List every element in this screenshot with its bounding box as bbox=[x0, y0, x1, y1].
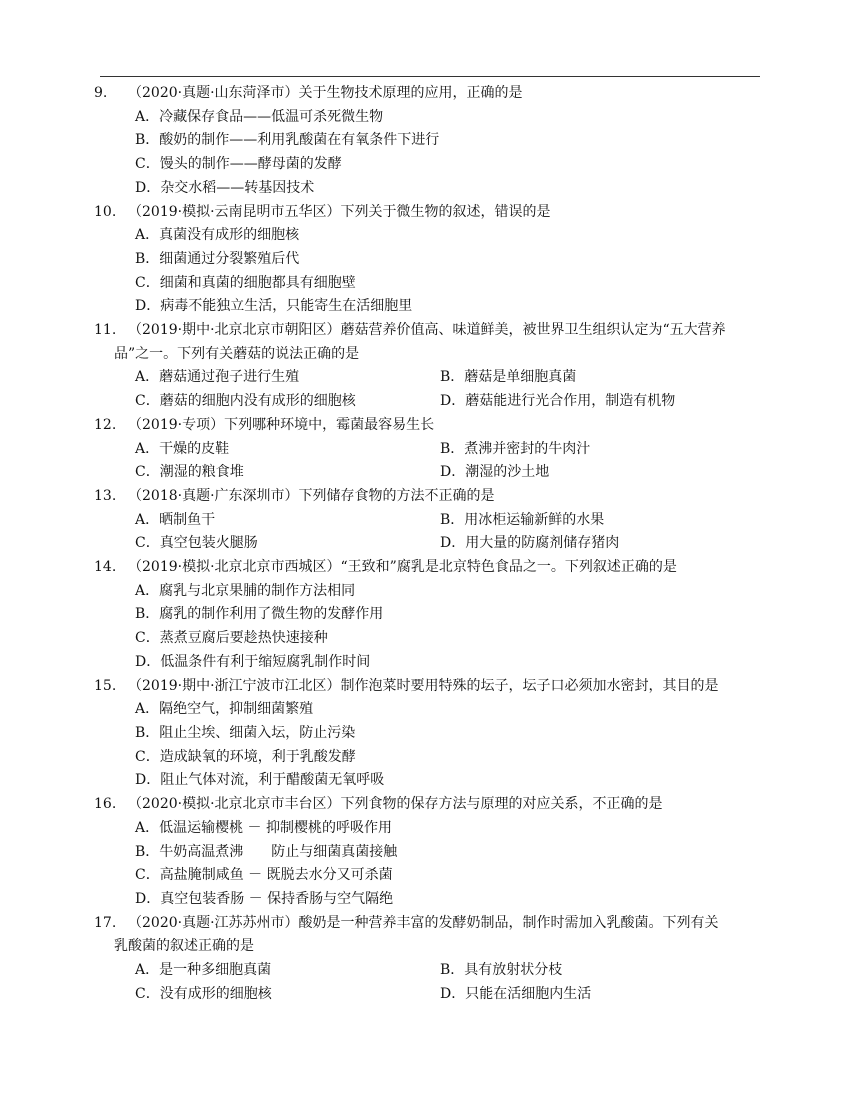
question-stem bbox=[0, 201, 860, 225]
option-a: A．干燥的皮鞋 bbox=[135, 440, 230, 457]
option-b: B．煮沸并密封的牛肉汁 bbox=[440, 440, 591, 457]
option-b: B．酸奶的制作——利用乳酸菌在有氧条件下进行 bbox=[135, 132, 440, 149]
question-text: （2018·真题·广东深圳市）下列储存食物的方法不正确的是 bbox=[128, 487, 495, 504]
option-c: C．造成缺氧的环境，利于乳酸发酵 bbox=[135, 748, 356, 765]
option-d: D．用大量的防腐剂储存猪肉 bbox=[440, 535, 620, 552]
question-11 bbox=[0, 319, 860, 414]
question-list bbox=[0, 82, 860, 1006]
option-d: D．真空包装香肠 － 保持香肠与空气隔绝 bbox=[135, 890, 394, 907]
question-text: （2020·模拟·北京北京市丰台区）下列食物的保存方法与原理的对应关系，不正确的是 bbox=[128, 796, 663, 813]
option-b: B．阻止尘埃、细菌入坛，防止污染 bbox=[135, 724, 356, 741]
option-d: D．杂交水稻——转基因技术 bbox=[135, 179, 315, 196]
question-12 bbox=[0, 414, 860, 485]
question-9 bbox=[0, 82, 860, 201]
option-a: A．蘑菇通过孢子进行生殖 bbox=[135, 369, 300, 386]
option-a: A．是一种多细胞真菌 bbox=[135, 962, 272, 979]
question-10 bbox=[0, 201, 860, 320]
option-list bbox=[0, 509, 860, 556]
option-d: D．潮湿的沙土地 bbox=[440, 464, 550, 481]
option-d: D．只能在活细胞内生活 bbox=[440, 985, 592, 1002]
question-number: 13. bbox=[94, 487, 117, 504]
question-text: （2020·真题·山东菏泽市）关于生物技术原理的应用，正确的是 bbox=[128, 85, 523, 101]
option-b: B．牛奶高温煮沸 防止与细菌真菌接触 bbox=[135, 843, 398, 860]
question-stem bbox=[0, 793, 860, 817]
option-b: B．用冰柜运输新鲜的水果 bbox=[440, 511, 605, 528]
option-a: A．腐乳与北京果脯的制作方法相同 bbox=[135, 582, 356, 599]
option-list bbox=[0, 698, 860, 793]
option-b: B．腐乳的制作利用了微生物的发酵作用 bbox=[135, 606, 384, 623]
option-d: D．蘑菇能进行光合作用，制造有机物 bbox=[440, 393, 676, 410]
question-text: （2020·真题·江苏苏州市）酸奶是一种营养丰富的发酵奶制品，制作时需加入乳酸菌。下列有关 bbox=[128, 914, 719, 931]
question-14 bbox=[0, 556, 860, 675]
option-d: D．病毒不能独立生活，只能寄生在活细胞里 bbox=[135, 298, 413, 315]
question-stem bbox=[0, 485, 860, 509]
option-c: C．馒头的制作——酵母菌的发酵 bbox=[135, 156, 342, 173]
question-number: 15. bbox=[94, 677, 117, 694]
question-stem bbox=[0, 414, 860, 438]
question-stem bbox=[0, 912, 860, 936]
option-a: A．冷藏保存食品——低温可杀死微生物 bbox=[135, 108, 384, 125]
question-text: 品”之一。下列有关蘑菇的说法正确的是 bbox=[114, 345, 360, 362]
option-c: C．高盐腌制咸鱼 － 既脱去水分又可杀菌 bbox=[135, 867, 393, 884]
option-d: D．低温条件有利于缩短腐乳制作时间 bbox=[135, 653, 371, 670]
question-text: （2019·专项）下列哪种环境中，霉菌最容易生长 bbox=[128, 416, 435, 433]
option-list bbox=[0, 580, 860, 675]
option-list bbox=[0, 224, 860, 319]
question-number: 9. bbox=[94, 85, 108, 101]
option-a: A．低温运输樱桃 － 抑制樱桃的呼吸作用 bbox=[135, 819, 393, 836]
option-c: C．蘑菇的细胞内没有成形的细胞核 bbox=[135, 393, 356, 410]
option-list bbox=[0, 366, 860, 413]
option-b: B．细菌通过分裂繁殖后代 bbox=[135, 250, 300, 267]
question-stem bbox=[0, 319, 860, 343]
option-b: B．蘑菇是单细胞真菌 bbox=[440, 369, 577, 386]
question-number: 17. bbox=[94, 914, 117, 931]
question-number: 11. bbox=[94, 322, 117, 339]
option-c: C．真空包装火腿肠 bbox=[135, 535, 258, 552]
option-list bbox=[0, 817, 860, 912]
option-b: B．具有放射状分枝 bbox=[440, 962, 563, 979]
option-a: A．晒制鱼干 bbox=[135, 511, 216, 528]
option-c: C．潮湿的粮食堆 bbox=[135, 464, 244, 481]
question-stem-continued bbox=[0, 935, 860, 959]
question-13 bbox=[0, 485, 860, 556]
option-list bbox=[0, 106, 860, 201]
question-stem-continued bbox=[0, 343, 860, 367]
option-list bbox=[0, 959, 860, 1006]
header-rule bbox=[100, 76, 760, 77]
question-text: （2019·模拟·北京北京市西城区）“王致和”腐乳是北京特色食品之一。下列叙述正确的是 bbox=[128, 559, 677, 576]
option-d: D．阻止气体对流，利于醋酸菌无氧呼吸 bbox=[135, 772, 385, 789]
question-text: （2019·期中·北京北京市朝阳区）蘑菇营养价值高、味道鲜美，被世界卫生组织认定为“五大营养 bbox=[128, 322, 726, 339]
question-stem bbox=[0, 82, 860, 106]
option-c: C．没有成形的细胞核 bbox=[135, 985, 272, 1002]
question-text: （2019·期中·浙江宁波市江北区）制作泡菜时要用特殊的坛子，坛子口必须加水密封，其目的是 bbox=[128, 677, 719, 694]
question-text: （2019·模拟·云南昆明市五华区）下列关于微生物的叙述，错误的是 bbox=[128, 203, 551, 220]
option-a: A．真菌没有成形的细胞核 bbox=[135, 227, 300, 244]
option-a: A．隔绝空气，抑制细菌繁殖 bbox=[135, 701, 314, 718]
option-c: C．细菌和真菌的细胞都具有细胞壁 bbox=[135, 274, 356, 291]
option-c: C．蒸煮豆腐后要趁热快速接种 bbox=[135, 630, 328, 647]
question-text: 乳酸菌的叙述正确的是 bbox=[114, 938, 254, 955]
question-number: 16. bbox=[94, 796, 117, 813]
question-number: 14. bbox=[94, 559, 117, 576]
question-16 bbox=[0, 793, 860, 912]
question-stem bbox=[0, 675, 860, 699]
question-number: 12. bbox=[94, 416, 117, 433]
question-stem bbox=[0, 556, 860, 580]
question-number: 10. bbox=[94, 203, 117, 220]
option-list bbox=[0, 438, 860, 485]
question-17 bbox=[0, 912, 860, 1007]
question-15 bbox=[0, 675, 860, 794]
